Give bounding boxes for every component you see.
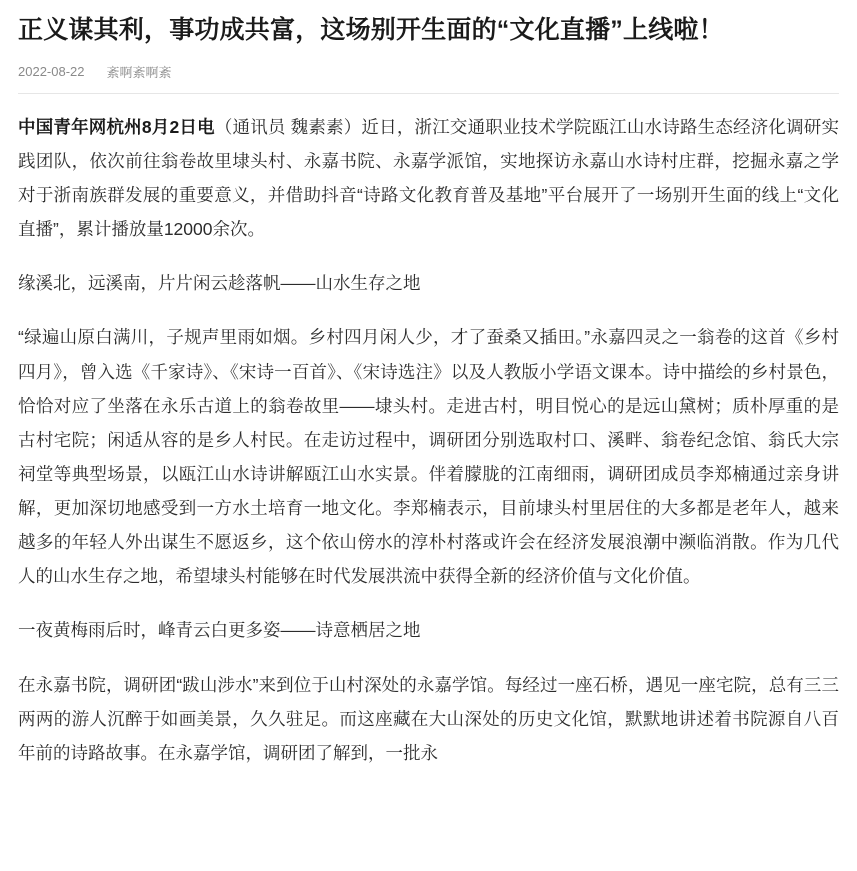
- article-body: [18, 110, 839, 770]
- section-subheading-1: 缘溪北，远溪南，片片闲云趁落帆——山水生存之地: [18, 273, 421, 294]
- article-meta: [18, 62, 839, 94]
- paragraph-text: （通讯员 魏素素）近日，浙江交通职业技术学院瓯江山水诗路生态经济化调研实践团队，依次前往翁卷故里埭头村、永嘉书院、永嘉学派馆，实地探访永嘉山水诗村庄群，挖掘永嘉之学对于浙南族群发展的重要意义，并借助抖音“诗路文化教育普及基地”平台展开了一场别开生面的线上“文化直播”，累计播放量12000余次。: [18, 116, 840, 240]
- paragraph-body-1: “绿遍山原白满川，子规声里雨如烟。乡村四月闲人少，才了蚕桑又插田。”永嘉四灵之一翁卷的这首《乡村四月》，曾入选《千家诗》、《宋诗一百首》、《宋诗选注》以及人教版小学语文课本。诗中描绘的乡村景色，恰恰对应了坐落在永乐古道上的翁卷故里——埭头村。走进古村，明目悦心的是远山黛树；质朴厚重的是古村宅院；闲适从容的是乡人村民。在走访过程中，调研团分别选取村口、溪畔、翁卷纪念馆、翁氏大宗祠堂等典型场景，以瓯江山水诗讲解瓯江山水实景。伴着朦胧的江南细雨，调研团成员李郑楠通过亲身讲解，更加深切地感受到一方水土培育一地文化。李郑楠表示，目前埭头村里居住的大多都是老年人，越来越多的年轻人外出谋生不愿返乡，这个依山傍水的淳朴村落或许会在经济发展浪潮中濒临消散。作为几代人的山水生存之地，希望埭头村能够在时代发展洪流中获得全新的经济价值与文化价值。: [18, 327, 839, 587]
- page-title: 正义谋其利，事功成共富，这场别开生面的“文化直播”上线啦！: [18, 16, 724, 44]
- dateline-label: 中国青年网杭州8月2日电: [18, 116, 215, 137]
- paragraph-body-2: 在永嘉书院，调研团“跋山涉水”来到位于山村深处的永嘉学馆。每经过一座石桥，遇见一座宅院，总有三三两两的游人沉醉于如画美景，久久驻足。而这座藏在大山深处的历史文化馆，默默地讲述着书院源自八百年前的诗路故事。在永嘉学馆，调研团了解到，一批永: [18, 674, 839, 763]
- publish-date: 2022-08-22: [18, 63, 85, 79]
- paragraph-lead: [18, 110, 839, 247]
- section-subheading-2: 一夜黄梅雨后时，峰青云白更多姿——诗意栖居之地: [18, 620, 421, 641]
- author-name: 紊啊紊啊紊: [106, 64, 172, 80]
